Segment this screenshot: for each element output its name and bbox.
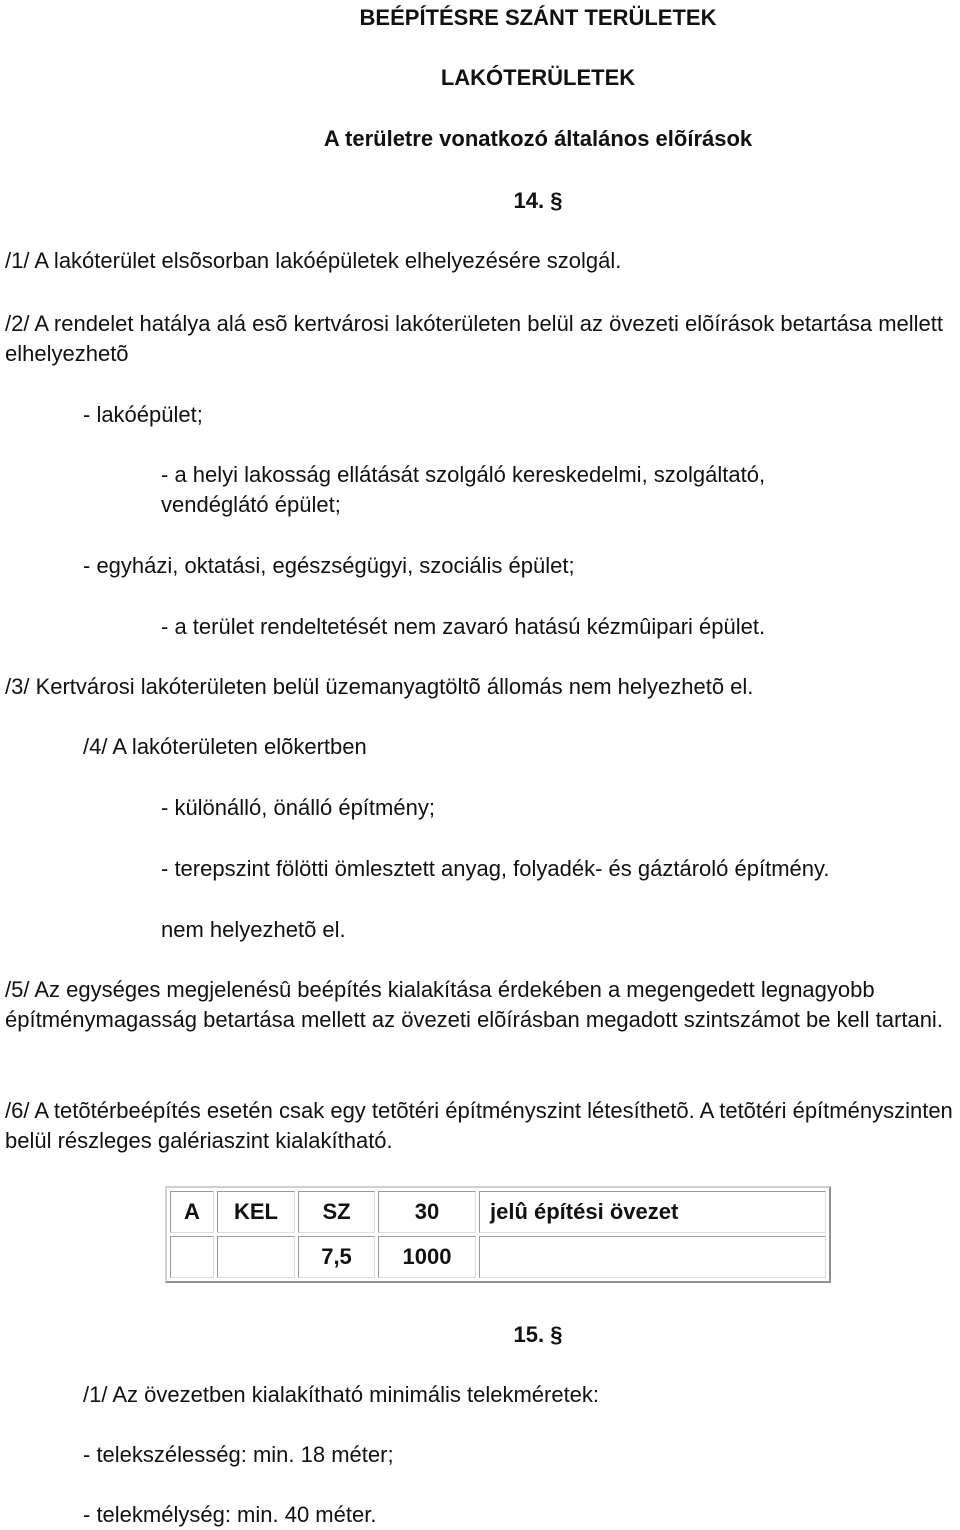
table-cell (217, 1236, 295, 1278)
heading-residential-areas: LAKÓTERÜLETEK (440, 65, 636, 90)
list-item: - egyházi, oktatási, egészségügyi, szociális épület; (83, 553, 575, 578)
list-item: vendéglátó épület; (161, 492, 341, 517)
paragraph-2: /2/ A rendelet hatálya alá esõ kertvárosi lakóterületen belül az övezeti elõírások betartása mellett elhelyezhetõ (5, 311, 943, 366)
table-cell (479, 1236, 826, 1278)
list-item: - lakóépület; (83, 402, 203, 427)
list-item: - különálló, önálló építmény; (161, 795, 435, 820)
list-item: - a terület rendeltetését nem zavaró hatású kézmûipari épület. (161, 614, 766, 639)
list-item: - terepszint fölötti ömlesztett anyag, folyadék- és gáztároló építmény. (161, 856, 830, 881)
table-cell (170, 1236, 214, 1278)
list-item: - telekszélesség: min. 18 méter; (83, 1442, 394, 1467)
heading-general-rules: A területre vonatkozó általános elõírások (323, 126, 753, 151)
section-15-heading: 15. § (513, 1322, 563, 1347)
table-row (170, 1236, 826, 1278)
zone-table (165, 1186, 831, 1283)
table-cell: KEL (217, 1191, 295, 1233)
table-cell: 30 (378, 1191, 476, 1233)
table-cell: 1000 (378, 1236, 476, 1278)
table-cell: SZ (298, 1191, 375, 1233)
table-cell: 7,5 (298, 1236, 375, 1278)
paragraph-5: /5/ Az egységes megjelenésû beépítés kialakítása érdekében a megengedett legnagyobb építménymagasság betartása mellett az övezeti elõírásban megadott szintszámot be kell tartani. (5, 977, 943, 1032)
table-row (170, 1191, 826, 1233)
list-item: - a helyi lakosság ellátását szolgáló kereskedelmi, szolgáltató, (161, 462, 766, 487)
heading-built-up-areas: BEÉPÍTÉSRE SZÁNT TERÜLETEK (359, 5, 717, 30)
table-cell: jelû építési övezet (479, 1191, 826, 1233)
paragraph-4: /4/ A lakóterületen elõkertben (83, 734, 367, 759)
list-item: - telekmélység: min. 40 méter. (83, 1502, 377, 1527)
table-cell: A (170, 1191, 214, 1233)
paragraph-1: /1/ A lakóterület elsõsorban lakóépületek elhelyezésére szolgál. (5, 248, 622, 273)
paragraph-3: /3/ Kertvárosi lakóterületen belül üzemanyagtöltõ állomás nem helyezhetõ el. (5, 674, 754, 699)
list-item: nem helyezhetõ el. (161, 917, 346, 942)
section-14-heading: 14. § (513, 188, 563, 213)
paragraph-15-1: /1/ Az övezetben kialakítható minimális telekméretek: (83, 1382, 600, 1407)
paragraph-6: /6/ A tetõtérbeépítés esetén csak egy tetõtéri építményszint létesíthetõ. A tetõtéri építményszinten belül részleges galériaszint kialakítható. (5, 1098, 953, 1153)
